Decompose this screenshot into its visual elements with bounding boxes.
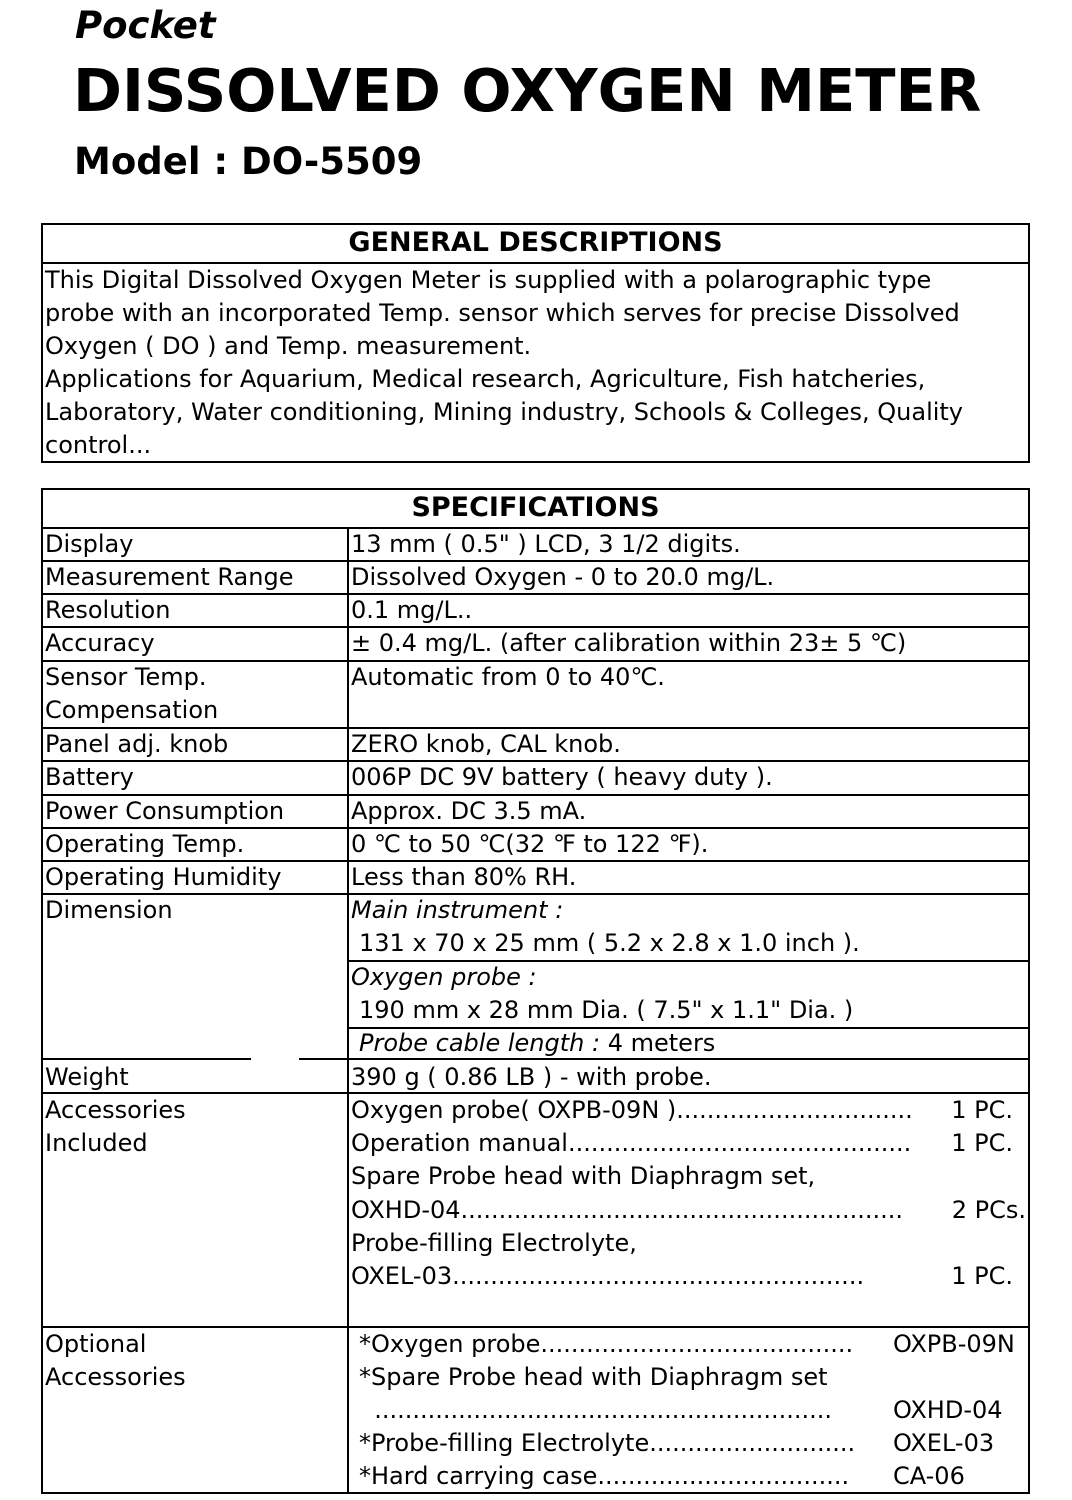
spec-value: ± 0.4 mg/L. (after calibration within 23± 5 ℃) [351,629,907,657]
page-title: DISSOLVED OXYGEN METER [73,56,982,125]
spec-label: Weight [45,1063,129,1091]
accessory-item: Spare Probe head with Diaphragm set, [351,1162,816,1190]
general-line: Oxygen ( DO ) and Temp. measurement. [45,332,532,360]
spec-value: 0.1 mg/L.. [351,596,473,624]
general-line: control... [45,431,152,459]
specifications-heading: SPECIFICATIONS [411,492,660,523]
accessory-qty: 2 PCs. [951,1196,1026,1224]
general-line: Applications for Aquarium, Medical research, Agriculture, Fish hatcheries, [45,365,926,393]
accessory-item: Probe-filling Electrolyte, [351,1229,637,1257]
spec-label: Battery [45,763,134,791]
dimension-cable-title: Probe cable length : [359,1029,601,1057]
general-line: This Digital Dissolved Oxygen Meter is supplied with a polarographic type [45,266,932,294]
dimension-main-value: 131 x 70 x 25 mm ( 5.2 x 2.8 x 1.0 inch ). [359,929,860,957]
optional-item: *Oxygen probe......................................... [359,1330,854,1358]
optional-item: *Hard carrying case................................. [359,1462,850,1490]
divider [43,1058,251,1060]
model-label: Model : DO-5509 [74,140,423,183]
general-line: probe with an incorporated Temp. sensor which serves for precise Dissolved [45,299,960,327]
optional-code: CA-06 [893,1462,965,1490]
spec-label: Resolution [45,596,171,624]
dimension-cable-value: 4 meters [607,1029,716,1057]
optional-item: ............................................................ [359,1396,832,1424]
specifications-table [41,488,1030,1494]
pocket-label: Pocket [75,4,216,47]
accessory-item: Operation manual............................................. [351,1129,912,1157]
general-heading: GENERAL DESCRIPTIONS [348,227,723,258]
optional-code: OXHD-04 [893,1396,1003,1424]
spec-value: 0 ℃ to 50 ℃(32 ℉ to 122 ℉). [351,830,709,858]
spec-value: 390 g ( 0.86 LB ) - with probe. [351,1063,712,1091]
accessory-qty: 1 PC. [951,1262,1013,1290]
spec-label: Dimension [45,896,173,924]
accessory-item: OXEL-03...................................................... [351,1262,865,1290]
spec-label: Accessories [45,1363,186,1391]
spec-label: Display [45,530,134,558]
optional-code: OXEL-03 [893,1429,995,1457]
spec-label: Panel adj. knob [45,730,229,758]
optional-item: *Spare Probe head with Diaphragm set [359,1363,828,1391]
spec-value: ZERO knob, CAL knob. [351,730,621,758]
dimension-probe-value: 190 mm x 28 mm Dia. ( 7.5" x 1.1" Dia. ) [359,996,854,1024]
spec-label: Included [45,1129,148,1157]
optional-code: OXPB-09N [893,1330,1015,1358]
accessory-item: OXHD-04.......................................................... [351,1196,903,1224]
spec-value: Dissolved Oxygen - 0 to 20.0 mg/L. [351,563,775,591]
spec-label: Accessories [45,1096,186,1124]
spec-label: Power Consumption [45,797,285,825]
spec-value: Approx. DC 3.5 mA. [351,797,587,825]
general-descriptions-box [41,223,1030,463]
dimension-probe-title: Oxygen probe : [351,963,537,991]
spec-value: Automatic from 0 to 40℃. [351,663,665,691]
dimension-main-title: Main instrument : [351,896,564,924]
spec-label: Optional [45,1330,147,1358]
accessory-qty: 1 PC. [951,1129,1013,1157]
spec-label: Operating Humidity [45,863,282,891]
spec-value: 13 mm ( 0.5" ) LCD, 3 1/2 digits. [351,530,741,558]
spec-label: Sensor Temp. [45,663,207,691]
accessory-item: Oxygen probe( OXPB-09N )............................... [351,1096,913,1124]
spec-label: Compensation [45,696,219,724]
spec-label: Operating Temp. [45,830,245,858]
spec-label: Accuracy [45,629,155,657]
optional-item: *Probe-filling Electrolyte........................... [359,1429,856,1457]
spec-value: Less than 80% RH. [351,863,577,891]
spec-label: Measurement Range [45,563,294,591]
spec-value: 006P DC 9V battery ( heavy duty ). [351,763,773,791]
column-divider [347,527,349,1494]
accessory-qty: 1 PC. [951,1096,1013,1124]
general-line: Laboratory, Water conditioning, Mining industry, Schools & Colleges, Quality [45,398,964,426]
dimension-cable [359,1027,715,1060]
